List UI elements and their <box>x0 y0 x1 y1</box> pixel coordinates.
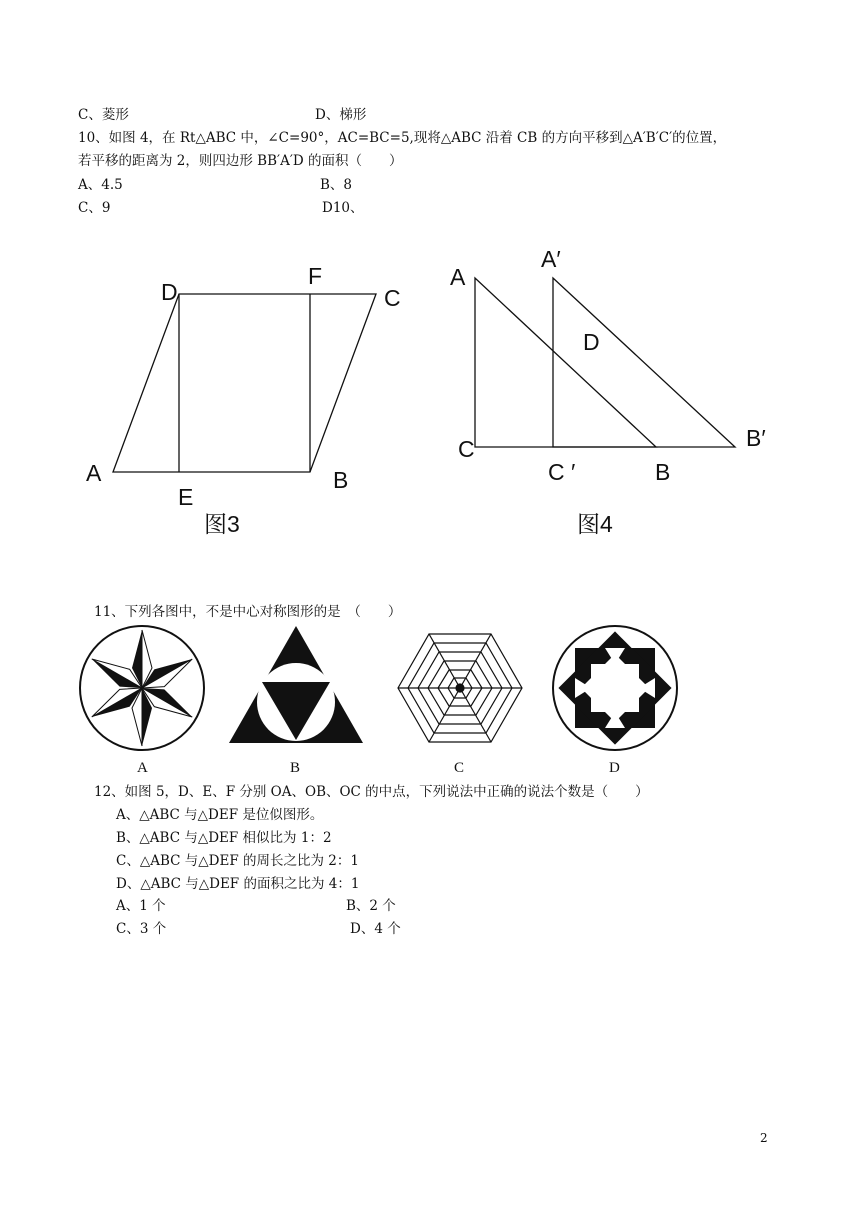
q10-text-line2: 若平移的距离为 2，则四边形 BB′A′D 的面积（ ） <box>78 153 403 169</box>
figure-4-label-a: A <box>450 264 466 290</box>
q9-option-c: C、菱形 <box>78 107 129 123</box>
q9-option-d: D、梯形 <box>315 107 367 123</box>
q12-statement-c: C、△ABC 与△DEF 的周长之比为 2：1 <box>116 853 359 869</box>
q11-label-a: A <box>137 760 148 776</box>
q10-option-b: B、8 <box>320 177 353 193</box>
figure-4-triangle-abc <box>475 278 656 447</box>
figure-3-label-b: B <box>333 467 349 493</box>
q11-figure-a <box>80 626 204 750</box>
figure-3-label-d: D <box>161 279 178 305</box>
q12-option-c: C、3 个 <box>116 921 167 937</box>
q10-option-d: D10、 <box>322 200 364 216</box>
q11-option-figures <box>70 625 690 765</box>
figure-3-label-f: F <box>308 263 323 289</box>
figure-4-label-a-prime: A′ <box>541 246 561 272</box>
figure-3-label-c: C <box>384 285 401 311</box>
q11-figure-c <box>398 634 522 742</box>
figure-4-label-b: B <box>655 459 671 485</box>
q11-label-b: B <box>290 760 301 776</box>
q12-statement-a: A、△ABC 与△DEF 是位似图形。 <box>116 807 324 823</box>
figure-3-diagram <box>0 0 860 560</box>
figure-4-label-c-prime: C ′ <box>548 459 576 485</box>
figure-4-label-c: C <box>458 436 475 462</box>
q12-option-b: B、2 个 <box>346 898 396 914</box>
q12-option-d: D、4 个 <box>350 921 401 937</box>
q11-label-d: D <box>609 760 620 776</box>
q10-option-c: C、9 <box>78 200 111 216</box>
figure-3-caption: 图3 <box>204 511 240 537</box>
q11-figure-b <box>229 626 363 743</box>
q11-figure-d <box>553 626 677 750</box>
page-number: 2 <box>760 1131 768 1145</box>
figure-3-label-a: A <box>86 460 102 486</box>
figure-4-caption: 图4 <box>577 511 613 537</box>
q10-option-a: A、4.5 <box>78 177 123 193</box>
figure-4-label-d: D <box>583 329 600 355</box>
figure-4-triangle-a-prime <box>553 278 735 447</box>
q12-statement-d: D、△ABC 与△DEF 的面积之比为 4：1 <box>116 876 360 892</box>
q10-text-line1: 10、如图 4，在 Rt△ABC 中，∠C=90°，AC=BC=5,现将△ABC 沿着 CB 的方向平移到△A′B′C′的位置， <box>78 130 727 146</box>
q12-text: 12、如图 5，D、E、F 分别 OA、OB、OC 的中点，下列说法中正确的说法个数是（ ） <box>94 784 649 800</box>
figure-3-label-e: E <box>178 484 194 510</box>
figure-4-label-b-prime: B′ <box>746 425 766 451</box>
q12-option-a: A、1 个 <box>116 898 166 914</box>
q12-statement-b: B、△ABC 与△DEF 相似比为 1：2 <box>116 830 332 846</box>
q11-label-c: C <box>454 760 465 776</box>
q11-text: 11、下列各图中，不是中心对称图形的是 （ ） <box>94 604 402 620</box>
figure-3-parallelogram <box>113 294 376 472</box>
